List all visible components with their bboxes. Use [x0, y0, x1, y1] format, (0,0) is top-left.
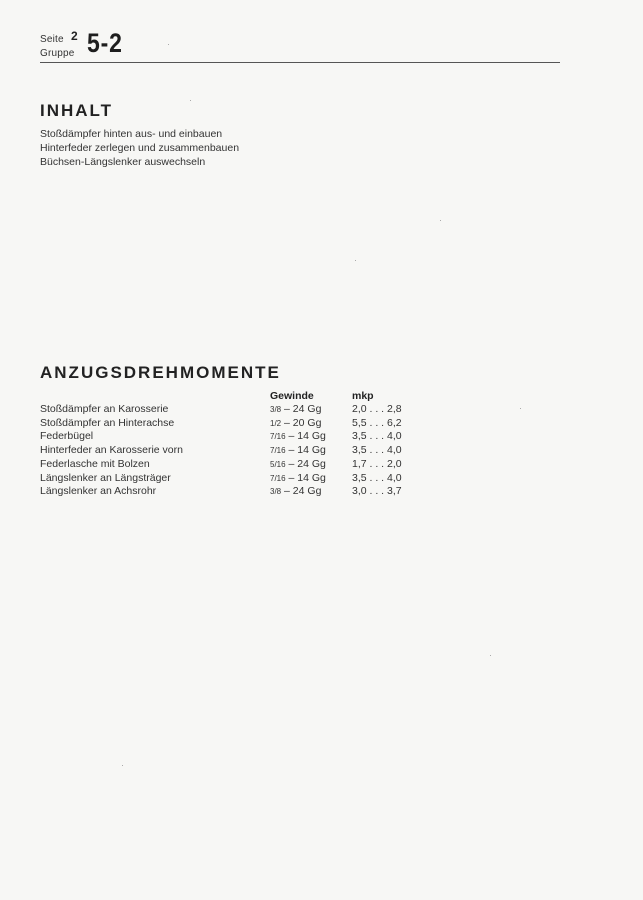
part-cell: Federlasche mit Bolzen	[40, 457, 150, 470]
column-header-part	[40, 389, 270, 403]
part-cell: Stoßdämpfer an Karosserie	[40, 403, 169, 415]
thread-fraction: 7/16	[270, 473, 286, 483]
seite-label: Seite	[40, 34, 64, 45]
thread-fraction: 7/16	[270, 446, 286, 456]
page-header	[40, 28, 560, 62]
inhalt-item: Stoßdämpfer hinten aus- und einbauen	[40, 128, 223, 140]
thread-value: – 24 Gg	[284, 403, 322, 415]
thread-fraction: 5/16	[270, 459, 286, 469]
thread-cell	[270, 472, 352, 486]
part-cell: Längslenker an Achsrohr	[40, 485, 157, 498]
table-row	[40, 444, 432, 458]
mkp-cell: 3,5 . . . 4,0	[352, 430, 402, 443]
anzugsdrehmomente-heading: ANZUGSDREHMOMENTE	[40, 363, 281, 382]
part-cell: Stoßdämpfer an Hinterachse	[40, 416, 175, 429]
scan-speck	[122, 765, 123, 766]
thread-value: – 14 Gg	[288, 430, 326, 443]
thread-fraction: 7/16	[270, 432, 286, 442]
thread-cell	[270, 458, 352, 472]
table-row	[40, 417, 432, 431]
table-row	[40, 472, 432, 486]
table-header-row	[40, 389, 432, 403]
scan-speck	[440, 220, 441, 221]
scan-speck	[168, 44, 169, 45]
table-row	[40, 403, 432, 417]
thread-cell	[270, 417, 352, 431]
thread-value: – 24 Gg	[288, 457, 326, 470]
mkp-cell: 5,5 . . . 6,2	[352, 416, 402, 429]
part-cell: Federbügel	[40, 430, 94, 443]
scan-speck	[355, 260, 356, 261]
gruppe-label: Gruppe	[40, 48, 75, 59]
scan-speck	[190, 100, 191, 101]
column-header-mkp: mkp	[352, 390, 374, 402]
inhalt-item: Büchsen-Längslenker auswechseln	[40, 156, 206, 168]
table-row	[40, 485, 432, 499]
mkp-cell: 2,0 . . . 2,8	[352, 403, 402, 415]
scan-speck	[490, 655, 491, 656]
thread-cell	[270, 430, 352, 444]
torque-table	[40, 389, 432, 499]
thread-fraction: 3/8	[270, 487, 282, 497]
seite-number: 2	[71, 29, 78, 43]
part-cell: Hinterfeder an Karosserie vorn	[40, 444, 183, 457]
mkp-cell: 1,7 . . . 2,0	[352, 457, 402, 470]
table-row	[40, 430, 432, 444]
thread-value: – 20 Gg	[284, 416, 322, 429]
mkp-cell: 3,0 . . . 3,7	[352, 485, 402, 498]
inhalt-item: Hinterfeder zerlegen und zusammenbauen	[40, 142, 240, 154]
inhalt-list	[40, 127, 239, 169]
inhalt-heading: INHALT	[40, 101, 114, 120]
mkp-cell: 3,5 . . . 4,0	[352, 444, 402, 457]
thread-value: – 24 Gg	[284, 485, 322, 498]
gruppe-number: 5-2	[87, 28, 123, 58]
thread-fraction: 3/8	[270, 405, 282, 414]
mkp-cell: 3,5 . . . 4,0	[352, 471, 402, 484]
thread-cell	[270, 485, 352, 499]
thread-cell	[270, 444, 352, 458]
column-header-gewinde: Gewinde	[270, 390, 314, 402]
scan-speck	[520, 408, 521, 409]
table-row	[40, 458, 432, 472]
thread-value: – 14 Gg	[288, 444, 326, 457]
thread-value: – 14 Gg	[288, 471, 326, 484]
thread-cell	[270, 403, 352, 417]
part-cell: Längslenker an Längsträger	[40, 471, 171, 484]
thread-fraction: 1/2	[270, 418, 282, 428]
header-rule	[40, 62, 560, 63]
